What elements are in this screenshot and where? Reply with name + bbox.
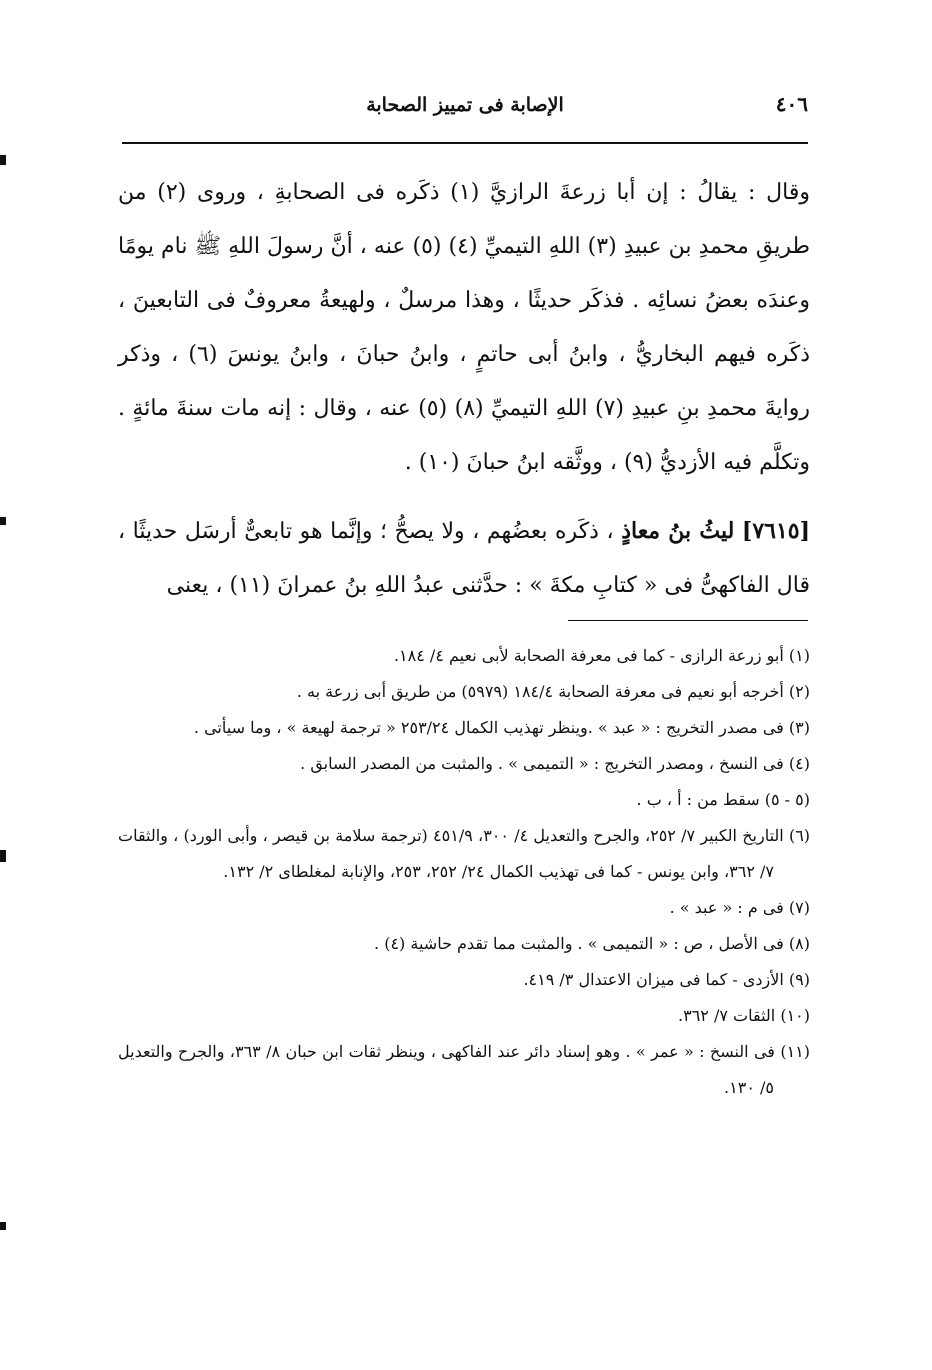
paragraph-lahia: وقال : يقالُ : إن أبا زرعةَ الرازيَّ (١) ذكَره فى الصحابةِ ، وروى (٢) من طريقِ محمدِ بن عبيدِ (٣) اللهِ التيميِّ (٤) (٥) عنه ، أنَّ رسولَ اللهِ ﷺ نام يومًا وعندَه بعضُ نسائِه . فذكَر حديثًا ، وهذا مرسلٌ ، ولهيعةُ معروفٌ فى التابعينَ ، ذكَره فيهم البخاريُّ ، وابنُ أبى حاتمٍ ، وابنُ حبانَ ، وابنُ يونسَ (٦) ، وذكر روايةَ محمدِ بنِ عبيدِ (٧) اللهِ التيميِّ (٨) (٥) عنه ، وقال : إنه مات سنةَ مائةٍ . وتكلَّم فيه الأزديُّ (٩) ، ووثَّقه ابنُ حبانَ (١٠) . [118,180,811,475]
scan-edge-mark [0,155,6,165]
entry-number: [٧٦١٥] [741,518,811,544]
entry-7615 [118,504,810,613]
scan-edge-mark [0,850,6,862]
main-text [118,166,810,613]
footnote: (٤) فى النسخ ، ومصدر التخريج : « التميمى » . والمثبت من المصدر السابق . [300,754,810,773]
footnote: (٦) التاريخ الكبير ٧/ ٢٥٢، والجرح والتعديل ٤/ ٣٠٠، ٤٥١/٩ (ترجمة سلامة بن قيصر ، وأبى الورد) ، والثقات ٧/ ٣٦٢، وابن يونس - كما فى تهذيب الكمال ٢٤/ ٢٥٢، ٢٥٣، والإنابة لمغلطاى ٢/ ١٣٢. [118,826,811,881]
running-title: الإصابة فى تمييز الصحابة [366,94,564,116]
footnote: (١٠) الثقات ٧/ ٣٦٢. [678,1006,810,1025]
footnote: (٥ - ٥) سقط من : أ ، ب . [636,790,810,809]
footnote: (٩) الأزدى - كما فى ميزان الاعتدال ٣/ ٤١٩. [523,970,810,989]
footnote: (٢) أخرجه أبو نعيم فى معرفة الصحابة ١٨٤/٤ (٥٩٧٩) من طريق أبى زرعة به . [296,682,810,701]
footnote: (١١) فى النسخ : « عمر » . وهو إسناد دائر عند الفاكهى ، وينظر ثقات ابن حبان ٨/ ٣٦٣، والجرح والتعديل ٥/ ١٣٠. [118,1042,810,1097]
page-header [122,90,808,130]
entry-text: ، ذكَره بعضُهم ، ولا يصحُّ ؛ وإنَّما هو تابعىٌّ أرسَل حديثًا ، قال الفاكهىُّ فى « كتابِ مكةَ » : حدَّثنى عبدُ اللهِ بنُ عمرانَ (١١) ، يعنى [118,519,810,598]
header-rule [122,142,808,144]
footnote: (٨) فى الأصل ، ص : « التميمى » . والمثبت مما تقدم حاشية (٤) . [374,934,810,953]
scan-edge-mark [0,1222,6,1230]
footnotes [118,638,810,1106]
footnote: (٣) فى مصدر التخريج : « عبد » .وينظر تهذيب الكمال ٢٥٣/٢٤ « ترجمة لهيعة » ، وما سيأتى . [193,718,810,737]
footnote: (١) أبو زرعة الرازى - كما فى معرفة الصحابة لأبى نعيم ٤/ ١٨٤. [393,646,810,665]
footnote-separator [568,620,808,621]
scan-edge-mark [0,517,6,525]
page-number: ٤٠٦ [775,92,808,116]
entry-name: ليثُ بنُ معاذٍ [621,518,735,544]
footnote: (٧) فى م : « عبد » . [669,898,810,917]
